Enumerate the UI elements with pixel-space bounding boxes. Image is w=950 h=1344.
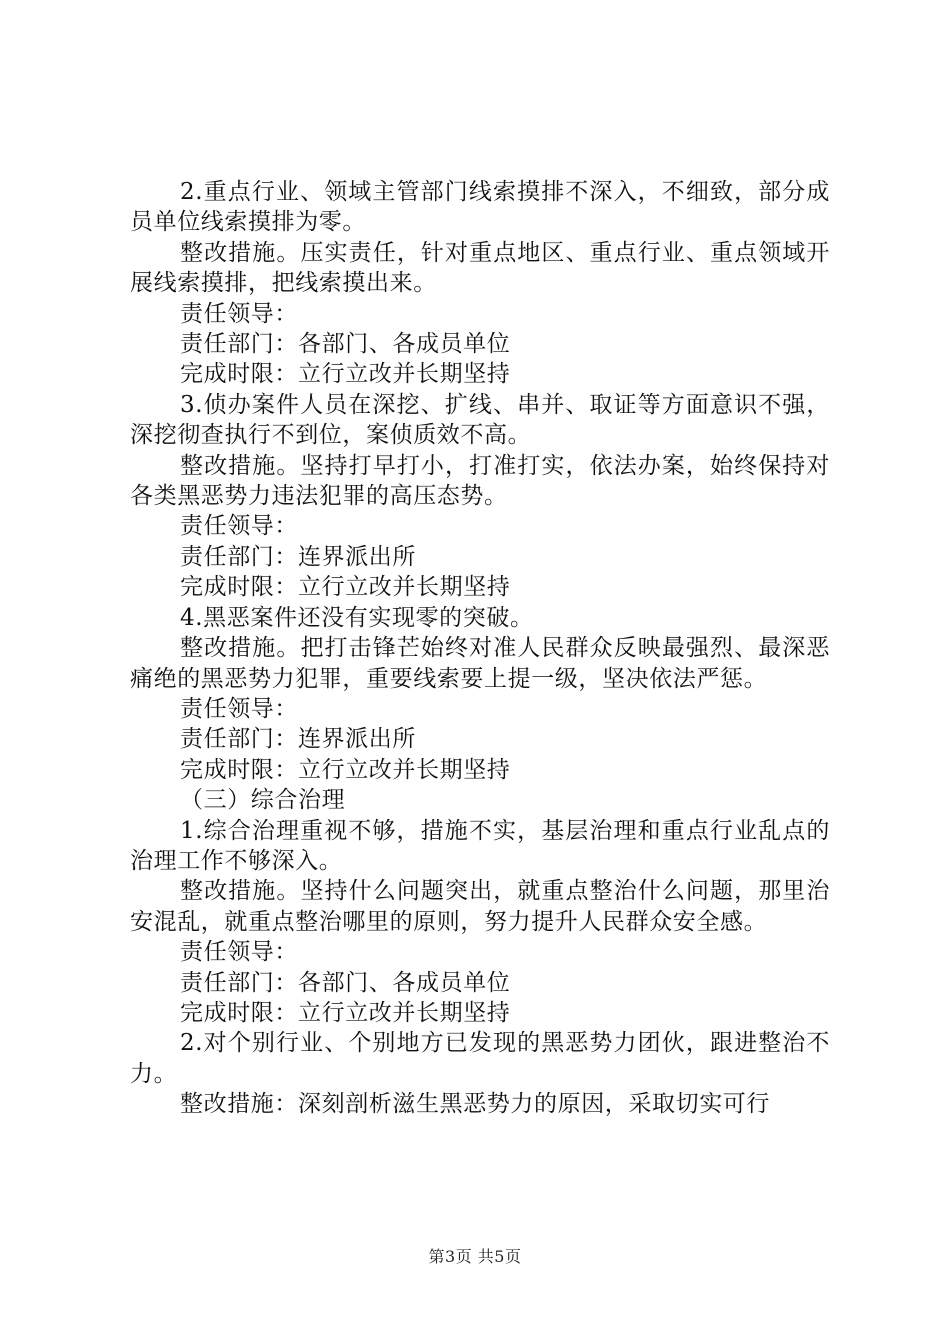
paragraph-8: 责任领导： [180,513,298,540]
paragraph-19: 责任领导： [180,939,298,966]
document-body [130,177,830,1120]
paragraph-13: 责任领导： [180,695,298,722]
paragraph-11: 4.黑恶案件还没有实现零的突破。 [180,604,534,631]
paragraph-20: 责任部门：各部门、各成员单位 [180,969,511,996]
paragraph-7: 整改措施。坚持打早打小，打准打实，依法办案，始终保持对各类黑恶势力违法犯罪的高压态势。 [130,452,830,510]
paragraph-5: 完成时限：立行立改并长期坚持 [180,361,511,388]
paragraph-15: 完成时限：立行立改并长期坚持 [180,756,511,783]
paragraph-14: 责任部门：连界派出所 [180,726,416,753]
paragraph-3: 责任领导： [180,300,298,327]
paragraph-18: 整改措施。坚持什么问题突出，就重点整治什么问题，那里治安混乱，就重点整治哪里的原则，努力提升人民群众安全感。 [130,878,830,935]
section-heading: （三）综合治理 [180,787,346,814]
paragraph-1: 2.重点行业、领域主管部门线索摸排不深入，不细致，部分成员单位线索摸排为零。 [130,179,830,236]
paragraph-23: 整改措施：深刻剖析滋生黑恶势力的原因，采取切实可行 [180,1091,770,1118]
paragraph-9: 责任部门：连界派出所 [180,543,416,570]
paragraph-12: 整改措施。把打击锋芒始终对准人民群众反映最强烈、最深恶痛绝的黑恶势力犯罪，重要线索要上提一级，坚决依法严惩。 [130,635,830,692]
paragraph-17: 1.综合治理重视不够，措施不实，基层治理和重点行业乱点的治理工作不够深入。 [130,817,830,874]
paragraph-2: 整改措施。压实责任，针对重点地区、重点行业、重点领域开展线索摸排，把线索摸出来。 [130,239,830,297]
paragraph-4: 责任部门：各部门、各成员单位 [180,331,511,358]
paragraph-22: 2.对个别行业、个别地方已发现的黑恶势力团伙，跟进整治不力。 [130,1030,830,1087]
page-footer: 第3页 共5页 [428,1247,522,1266]
paragraph-21: 完成时限：立行立改并长期坚持 [180,999,511,1026]
paragraph-6: 3.侦办案件人员在深挖、扩线、串并、取证等方面意识不强，深挖彻查执行不到位，案侦质效不高。 [130,391,830,449]
paragraph-10: 完成时限：立行立改并长期坚持 [180,574,511,601]
